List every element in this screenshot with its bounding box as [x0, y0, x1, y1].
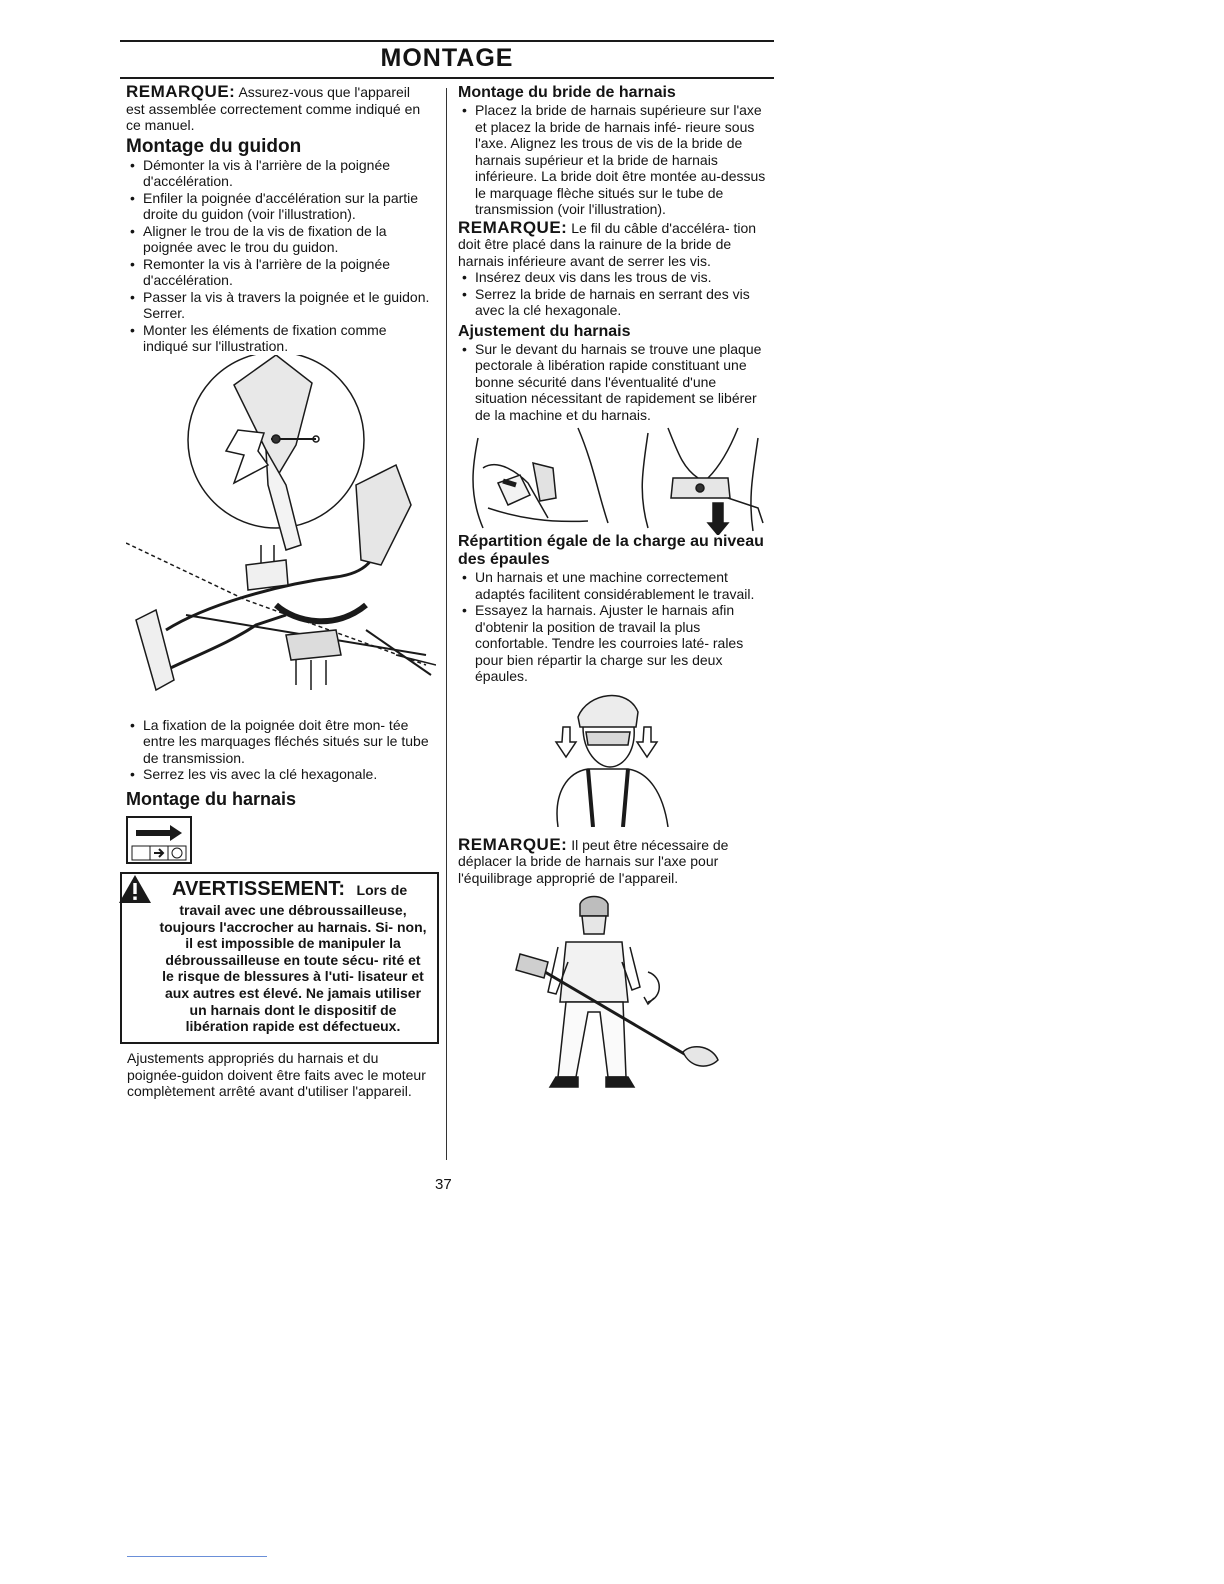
list-item: • Sur le devant du harnais se trouve une plaque pectorale à libération rapide constituant une bonne sécurité dans l'éventualité d'une situation nécessitant de rapidement se libérer de la machine et du harnais. — [458, 341, 768, 424]
warning-title — [172, 878, 407, 901]
left-column — [126, 84, 431, 866]
vis-steps — [458, 269, 768, 319]
list-item: • Monter les éléments de fixation comme indiqué sur l'illustration. — [126, 322, 431, 355]
note2-paragraph — [458, 217, 768, 270]
list-item: • Passer la vis à travers la poignée et le guidon. Serrer. — [126, 289, 431, 322]
note-text: Assurez-vous que l'appareil est assemblée correctement comme indiqué en ce manuel. — [126, 84, 421, 133]
harnais-heading: Montage du harnais — [126, 788, 297, 809]
warning-label: AVERTISSEMENT: — [172, 878, 345, 900]
list-item: • Serrez les vis avec la clé hexagonale. — [126, 766, 431, 783]
list-item: • Aligner le trou de la vis de fixation de la poignée avec le trou du guidon. — [126, 223, 431, 256]
footer-link-line — [127, 1556, 267, 1557]
handle-assembly-illustration — [126, 355, 436, 715]
closing-paragraph: Ajustements appropriés du harnais et du poignée-guidon doivent être faits avec le moteur complètement arrêté avant d'utiliser l'appareil. — [127, 1050, 426, 1099]
shoulder-load-illustration — [458, 687, 768, 827]
page-number: 37 — [435, 1176, 452, 1193]
page-title: MONTAGE — [380, 44, 514, 72]
warning-text: travail avec une débroussailleuse, toujours l'accrocher au harnais. Si- non, il est impossible de manipuler la débroussailleuse en toute sécu- rité et le risque de blessures à l'uti- lisateur et aux autres est élevé. Ne jamais utiliser un harnais dont le dispositif de libération rapide est défectueux. — [159, 902, 427, 1035]
repartition-heading: Répartition égale de la charge au niveau des épaules — [458, 533, 764, 568]
warning-lead: Lors de — [356, 882, 408, 898]
operator-balance-illustration — [458, 892, 768, 1092]
note3-label: REMARQUE: — [458, 834, 568, 854]
warning-box — [120, 872, 439, 1044]
list-item: • La fixation de la poignée doit être mon- tée entre les marquages fléchés situés sur le tube de transmission. — [126, 717, 431, 767]
bride-steps — [458, 102, 768, 218]
note-paragraph — [126, 84, 431, 134]
note3-paragraph — [458, 834, 768, 887]
note3-text: Il peut être nécessaire de déplacer la bride de harnais sur l'axe pour l'équilibrage approprié de l'appareil. — [458, 836, 729, 886]
note2-label: REMARQUE: — [458, 217, 568, 237]
bride-heading: Montage du bride de harnais — [458, 84, 676, 101]
list-item: • Enfiler la poignée d'accélération sur la partie droite du guidon (voir l'illustration). — [126, 190, 431, 223]
right-column — [458, 84, 768, 1092]
list-item: • Essayez la harnais. Ajuster le harnais afin d'obtenir la position de travail la plus confortable. Tendre les courroies laté- rales pour bien répartir la charge sur les deux épaules. — [458, 602, 768, 685]
harness-release-illustration — [458, 423, 768, 535]
warning-triangle-icon — [118, 874, 152, 904]
ajust-steps — [458, 341, 768, 424]
read-manual-symbol — [126, 816, 196, 866]
top-rule — [120, 40, 774, 42]
note2-text: Le fil du câble d'accéléra- tion doit être placé dans la rainure de la bride de harnais inférieure avant de serrer les vis. — [458, 219, 757, 269]
fixation-steps — [126, 717, 431, 783]
guidon-steps — [126, 157, 431, 355]
guidon-heading: Montage du guidon — [126, 135, 302, 157]
list-item: • Placez la bride de harnais supérieure sur l'axe et placez la bride de harnais infé- rieure sous l'axe. Alignez les trous de vis de la bride de harnais supérieur et la bride de harnais inférieure. La bride doit être montée au-dessus le marquage flèche situés sur le tube de transmission (voir l'illustration). — [458, 102, 768, 218]
list-item: • Un harnais et une machine correctement adaptés facilitent considérablement le travail. — [458, 569, 768, 602]
ajust-heading: Ajustement du harnais — [458, 322, 631, 340]
list-item: • Insérez deux vis dans les trous de vis. — [458, 269, 768, 286]
list-item: • Serrez la bride de harnais en serrant des vis avec la clé hexagonale. — [458, 286, 768, 319]
repartition-steps — [458, 569, 768, 685]
note-label: REMARQUE: — [126, 82, 236, 101]
column-divider — [446, 88, 447, 1160]
title-underline — [120, 77, 774, 79]
list-item: • Démonter la vis à l'arrière de la poignée d'accélération. — [126, 157, 431, 190]
list-item: • Remonter la vis à l'arrière de la poignée d'accélération. — [126, 256, 431, 289]
